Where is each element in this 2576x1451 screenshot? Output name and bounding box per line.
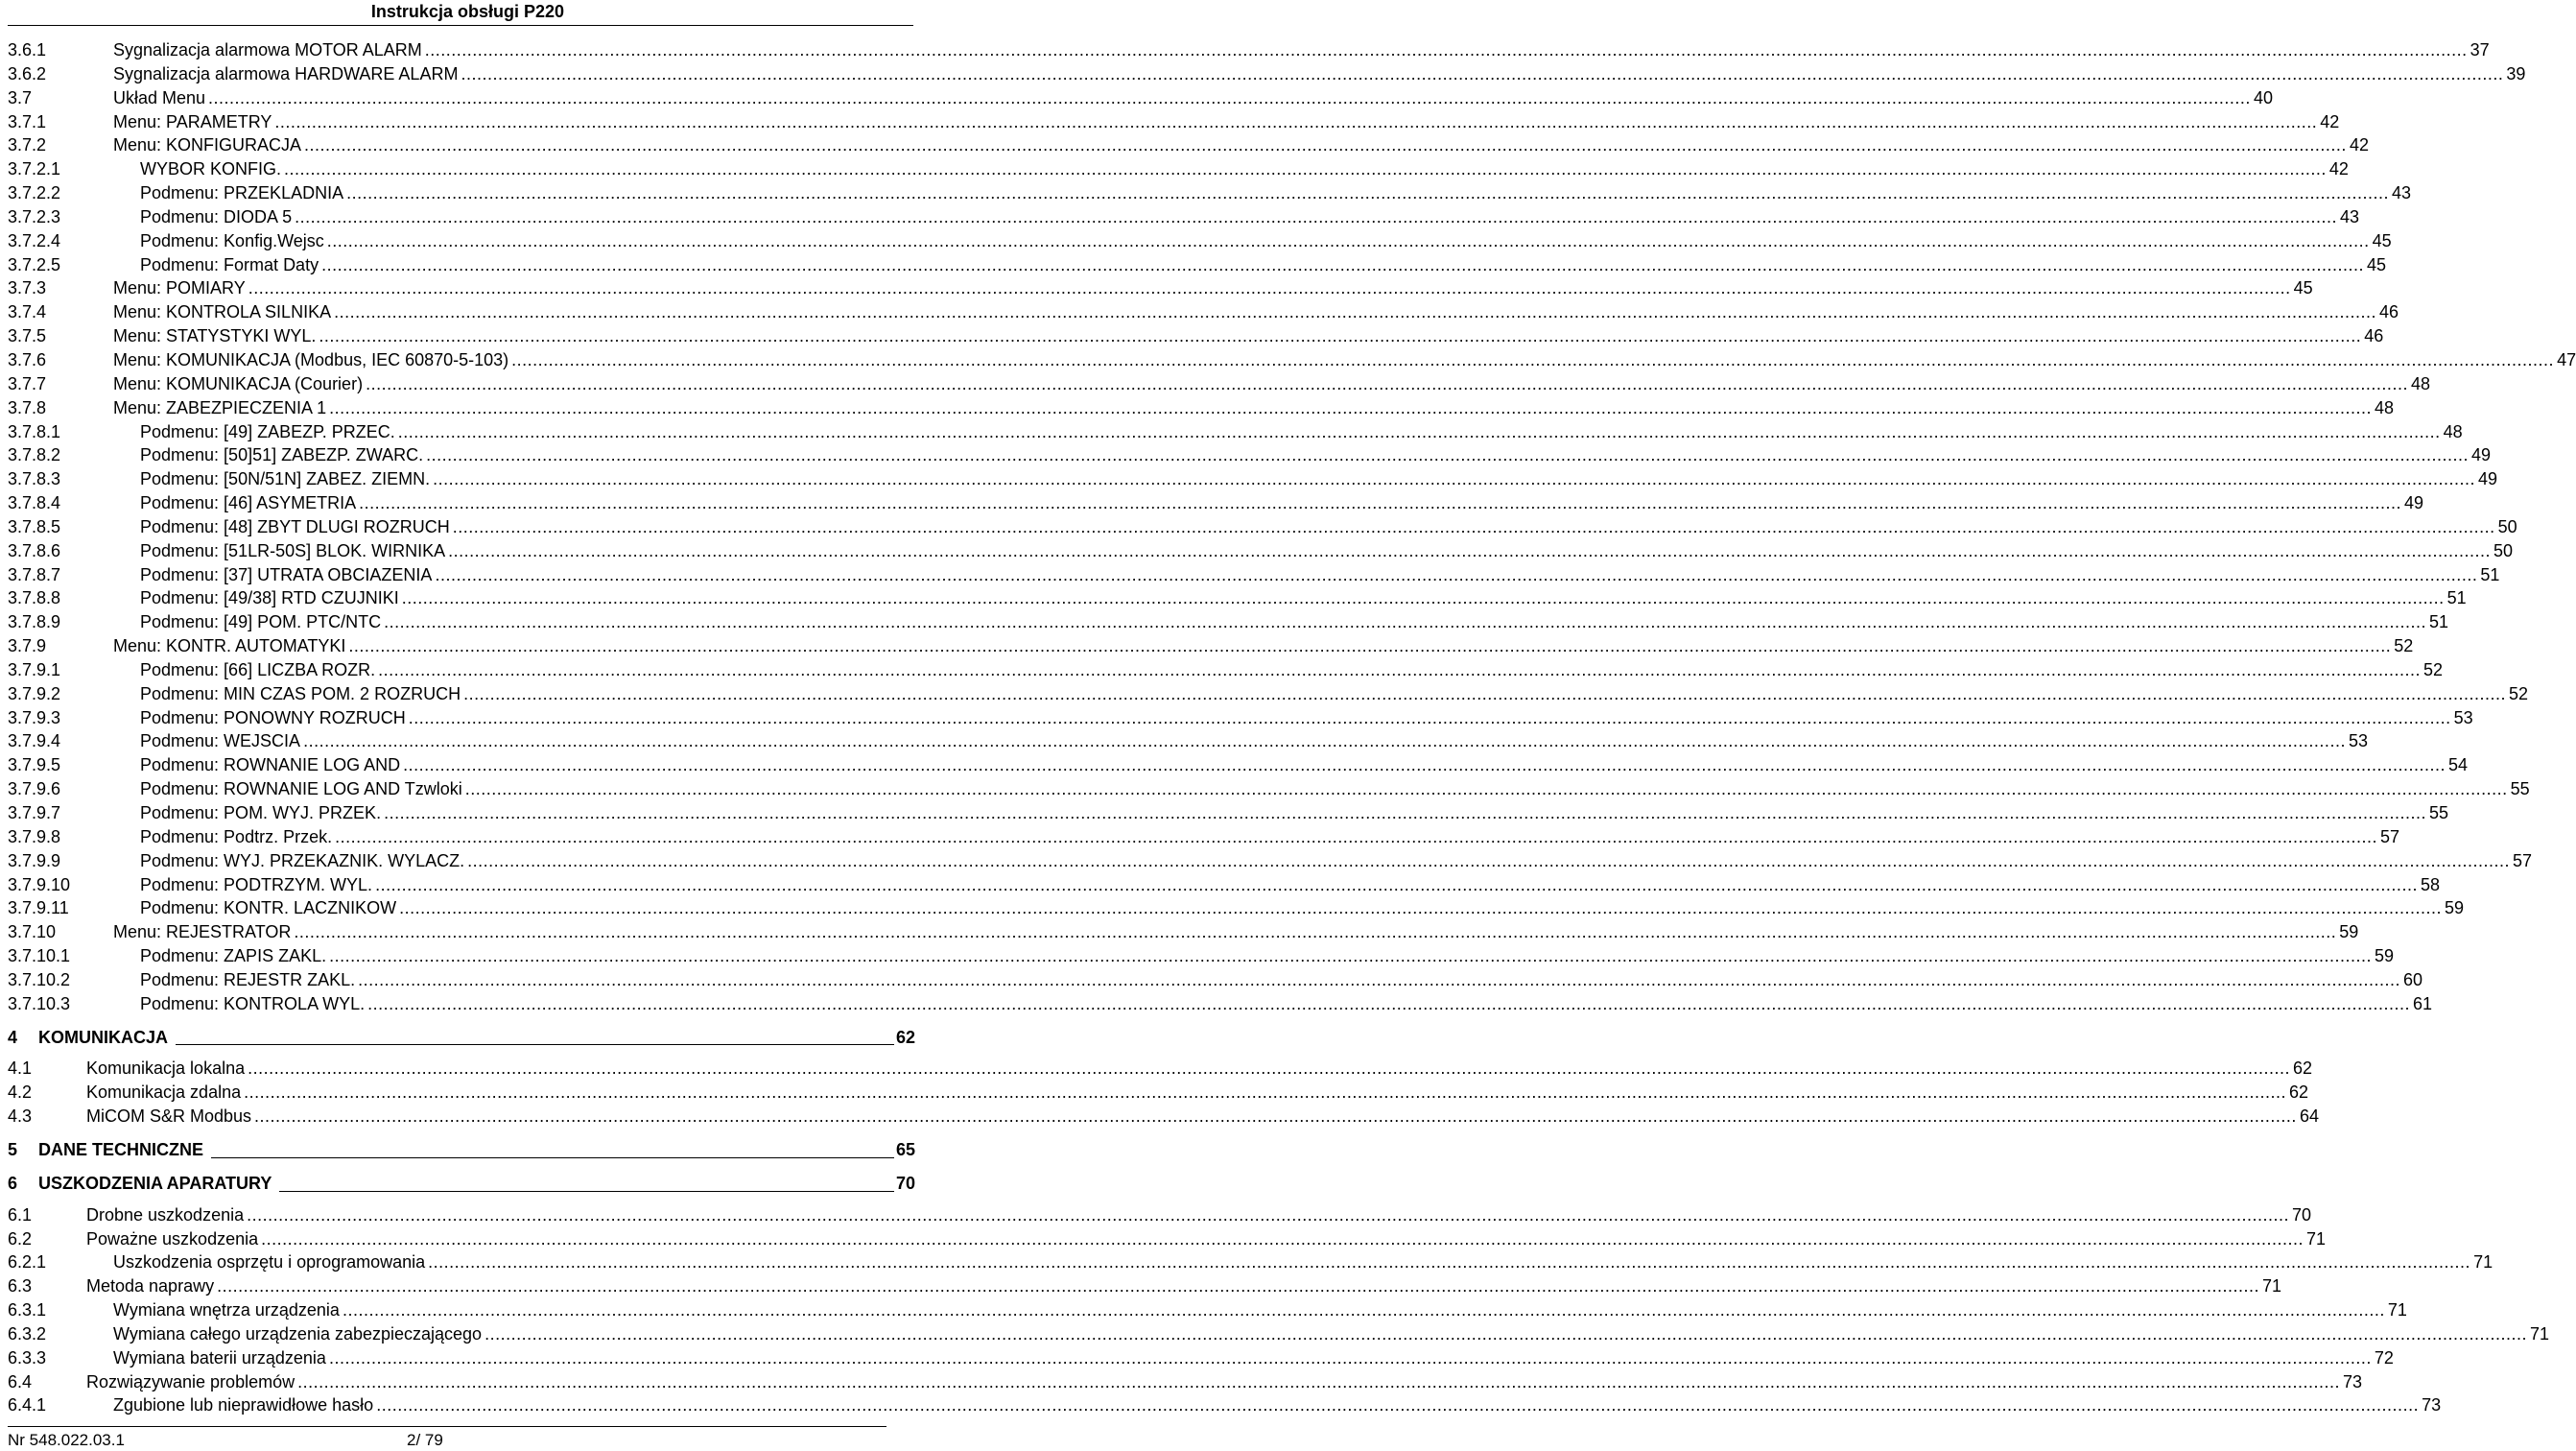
toc-entry-page: 48	[2443, 421, 2463, 441]
toc-entry-number: 3.7.10.3	[8, 993, 71, 1013]
toc-entry-title: Podmenu: Konfig.Wejsc	[140, 230, 324, 250]
toc-dot-leader	[247, 1203, 2289, 1227]
toc-chapter-heading[interactable]	[8, 1138, 915, 1162]
toc-dot-leader	[303, 729, 2346, 753]
toc-dot-leader	[261, 1227, 2304, 1251]
toc-entry-title: Drobne uszkodzenia	[86, 1204, 245, 1225]
toc-entry-page: 72	[2374, 1347, 2394, 1368]
toc-entry[interactable]	[8, 1203, 2312, 1227]
toc-entry[interactable]	[8, 229, 2392, 253]
toc-entry-title: Podmenu: KONTROLA WYL.	[140, 993, 366, 1013]
toc-entry-title: Podmenu: [50]51] ZABEZP. ZWARC.	[140, 445, 424, 465]
toc-entry[interactable]	[8, 992, 2433, 1016]
toc-entry[interactable]	[8, 181, 2412, 205]
toc-entry-page: 46	[2364, 326, 2384, 346]
toc-entry-number: 3.7.8.8	[8, 588, 61, 608]
toc-entry[interactable]	[8, 372, 2430, 396]
toc-entry-number: 4.3	[8, 1106, 33, 1127]
toc-entry-number: 3.7.2.5	[8, 254, 61, 274]
toc-entry-number: 3.7.8.3	[8, 469, 61, 489]
toc-dot-leader	[248, 276, 2291, 300]
toc-entry-title: Menu: KOMUNIKACJA (Courier)	[113, 373, 364, 393]
toc-entry-number: 3.7.9.6	[8, 779, 61, 799]
toc-entry[interactable]	[8, 348, 2576, 372]
toc-dot-leader	[484, 1322, 2527, 1346]
toc-entry-number: 3.7.2	[8, 135, 47, 155]
toc-entry-title: Menu: REJESTRATOR	[113, 922, 292, 942]
toc-entry[interactable]	[8, 682, 2528, 706]
toc-entry-number: 6.1	[8, 1204, 33, 1225]
toc-entry-number: 6.4.1	[8, 1395, 47, 1415]
toc-entry-page: 71	[2473, 1252, 2493, 1273]
toc-entry[interactable]	[8, 777, 2530, 801]
toc-entry-title: Menu: KONFIGURACJA	[113, 135, 302, 155]
toc-entry-number: 3.7.2.3	[8, 206, 61, 226]
toc-entry-page: 42	[2349, 135, 2369, 155]
toc-entry-title: Metoda naprawy	[86, 1276, 215, 1296]
toc-dot-leader	[367, 992, 2410, 1016]
toc-entry-page: 52	[2394, 636, 2414, 656]
toc-dot-leader	[366, 372, 2408, 396]
toc-entry-page: 47	[2557, 349, 2576, 369]
toc-entry[interactable]	[8, 1105, 2319, 1129]
toc-entry[interactable]	[8, 563, 2500, 587]
toc-entry-number: 6.3.1	[8, 1300, 47, 1320]
toc-dot-leader	[304, 133, 2347, 157]
toc-entry-page: 59	[2444, 898, 2464, 918]
toc-entry[interactable]	[8, 873, 2440, 897]
toc-entry-title: Menu: PARAMETRY	[113, 111, 272, 131]
toc-entry-title: Podmenu: [37] UTRATA OBCIAZENIA	[140, 564, 433, 584]
toc-entry-page: 52	[2508, 683, 2528, 703]
toc-entry-number: 3.7.10.1	[8, 946, 71, 966]
toc-entry-title: Podmenu: [49/38] RTD CZUJNIKI	[140, 588, 399, 608]
toc-entry[interactable]	[8, 634, 2414, 658]
toc-entry-number: 4.1	[8, 1059, 33, 1079]
toc-entry-number: 3.7.8.6	[8, 540, 61, 560]
toc-chapter-rule	[176, 1044, 894, 1045]
toc-entry[interactable]	[8, 1274, 2281, 1298]
toc-entry-title: Podmenu: KONTR. LACZNIKOW	[140, 898, 397, 918]
toc-entry-page: 71	[2387, 1300, 2407, 1320]
toc-dot-leader	[433, 467, 2475, 491]
toc-entry[interactable]	[8, 324, 2384, 348]
toc-entry-number: 3.7.8.9	[8, 612, 61, 632]
toc-dot-leader	[244, 1081, 2286, 1105]
toc-entry-number: 3.7.9.10	[8, 874, 71, 894]
toc-entry-title: Podmenu: ZAPIS ZAKL.	[140, 946, 327, 966]
toc-dot-leader	[348, 634, 2391, 658]
toc-entry-page: 37	[2470, 40, 2490, 59]
toc-entry[interactable]	[8, 729, 2368, 753]
toc-entry-page: 42	[2328, 159, 2349, 179]
toc-dot-leader	[217, 1274, 2259, 1298]
toc-entry-number: 3.7.2.1	[8, 159, 61, 179]
toc-dot-leader	[346, 181, 2389, 205]
toc-entry[interactable]	[8, 1393, 2442, 1417]
toc-entry[interactable]	[8, 610, 2448, 634]
toc-entry-title: Menu: KOMUNIKACJA (Modbus, IEC 60870-5-103)	[113, 349, 509, 369]
toc-entry-title: Menu: KONTROLA SILNIKA	[113, 302, 332, 322]
toc-entry-page: 49	[2404, 493, 2424, 513]
toc-entry-page: 51	[2428, 612, 2448, 632]
toc-chapter-title: DANE TECHNICZNE	[38, 1139, 204, 1159]
toc-entry[interactable]	[8, 1250, 2493, 1274]
toc-entry-number: 3.7.1	[8, 111, 47, 131]
toc-dot-leader	[297, 1370, 2340, 1394]
toc-entry-number: 4.2	[8, 1082, 33, 1103]
toc-entry-page: 46	[2378, 302, 2399, 322]
toc-dot-leader	[329, 1346, 2372, 1370]
toc-entry-title: Menu: POMIARY	[113, 278, 246, 298]
toc-entry[interactable]	[8, 1298, 2407, 1322]
toc-entry-number: 3.7.9.11	[8, 898, 69, 918]
toc-entry-page: 42	[2320, 111, 2340, 131]
toc-entry-page: 39	[2506, 63, 2526, 83]
toc-chapter-number: 5	[8, 1139, 18, 1159]
toc-entry-title: MiCOM S&R Modbus	[86, 1106, 252, 1127]
toc-chapter-page: 62	[895, 1027, 915, 1047]
toc-chapter-heading[interactable]	[8, 1026, 915, 1050]
toc-entry-title: Menu: STATYSTYKI WYL.	[113, 326, 317, 346]
toc-entry[interactable]	[8, 515, 2517, 539]
toc-entry-title: Podmenu: PODTRZYM. WYL.	[140, 874, 373, 894]
toc-entry-number: 3.6.1	[8, 40, 47, 59]
toc-entry-page: 71	[2261, 1276, 2281, 1296]
toc-chapter-number: 4	[8, 1027, 18, 1047]
toc-dot-leader	[398, 420, 2441, 444]
toc-entry-title: Poważne uszkodzenia	[86, 1228, 259, 1249]
toc-entry-title: WYBOR KONFIG.	[140, 159, 282, 179]
toc-chapter-number: 6	[8, 1173, 18, 1193]
toc-entry-title: Podmenu: [49] POM. PTC/NTC	[140, 612, 382, 632]
toc-dot-leader	[461, 62, 2503, 86]
toc-entry-title: Wymiana wnętrza urządzenia	[113, 1300, 340, 1320]
toc-entry[interactable]	[8, 586, 2467, 610]
toc-dot-leader	[321, 253, 2364, 277]
toc-entry[interactable]	[8, 467, 2498, 491]
toc-entry[interactable]	[8, 896, 2464, 920]
toc-entry-page: 71	[2306, 1228, 2327, 1249]
toc-entry-number: 3.7.10.2	[8, 969, 71, 989]
toc-entry-page: 43	[2339, 206, 2360, 226]
toc-entry[interactable]	[8, 753, 2469, 777]
toc-entry[interactable]	[8, 920, 2359, 944]
toc-entry[interactable]	[8, 300, 2399, 324]
toc-entry-page: 51	[2446, 588, 2467, 608]
toc-entry-page: 49	[2471, 445, 2492, 465]
toc-entry-title: Komunikacja zdalna	[86, 1082, 242, 1103]
toc-entry-title: Podmenu: Format Daty	[140, 254, 319, 274]
toc-entry[interactable]	[8, 539, 2514, 563]
toc-entry-number: 6.2.1	[8, 1252, 47, 1273]
toc-entry-title: Podmenu: Podtrz. Przek.	[140, 826, 333, 846]
toc-entry-page: 70	[2292, 1204, 2312, 1225]
toc-dot-leader	[375, 873, 2418, 897]
toc-entry-page: 59	[2339, 922, 2359, 942]
toc-dot-leader	[335, 825, 2377, 849]
toc-entry[interactable]	[8, 396, 2394, 420]
toc-entry-number: 3.7.6	[8, 349, 47, 369]
toc-entry-title: Wymiana baterii urządzenia	[113, 1347, 326, 1368]
toc-entry-page: 58	[2420, 874, 2440, 894]
toc-entry-number: 3.7.2.2	[8, 183, 61, 203]
toc-entry-page: 60	[2402, 969, 2423, 989]
toc-dot-leader	[208, 86, 2251, 110]
toc-entry-title: Podmenu: WEJSCIA	[140, 731, 301, 751]
toc-entry-title: Wymiana całego urządzenia zabezpieczającego	[113, 1323, 483, 1344]
toc-dot-leader	[359, 491, 2401, 515]
toc-entry[interactable]	[8, 420, 2463, 444]
toc-dot-leader	[467, 849, 2510, 873]
toc-dot-leader	[426, 443, 2469, 467]
toc-entry-page: 55	[2428, 803, 2448, 822]
toc-entry-number: 3.7.9.8	[8, 826, 61, 846]
toc-entry-number: 3.7.8	[8, 397, 47, 417]
toc-dot-leader	[254, 1105, 2297, 1129]
toc-entry-title: Układ Menu	[113, 87, 206, 107]
toc-dot-leader	[465, 777, 2508, 801]
toc-chapter-title: USZKODZENIA APARATURY	[38, 1173, 272, 1193]
footer-rule	[8, 1426, 886, 1427]
toc-dot-leader	[295, 205, 2337, 229]
toc-chapter-title: KOMUNIKACJA	[38, 1027, 168, 1047]
toc-entry[interactable]	[8, 1081, 2309, 1105]
toc-entry-number: 3.7.9.3	[8, 707, 61, 727]
toc-entry-page: 57	[2512, 850, 2533, 870]
toc-entry[interactable]	[8, 133, 2369, 157]
toc-dot-leader	[378, 658, 2421, 682]
toc-dot-leader	[329, 396, 2372, 420]
toc-dot-leader	[327, 229, 2370, 253]
toc-chapter-page: 65	[895, 1139, 915, 1159]
toc-entry-title: Komunikacja lokalna	[86, 1059, 246, 1079]
page-header-title: Instrukcja obsługi P220	[370, 2, 564, 21]
toc-entry-page: 62	[2289, 1082, 2309, 1103]
toc-entry-page: 61	[2412, 993, 2433, 1013]
toc-entry-number: 3.7.7	[8, 373, 47, 393]
toc-entry-number: 3.7.9.2	[8, 683, 61, 703]
toc-entry-page: 55	[2510, 779, 2530, 799]
toc-entry-number: 3.7.9.4	[8, 731, 61, 751]
toc-entry-number: 3.7.4	[8, 302, 47, 322]
toc-chapter-rule	[211, 1157, 894, 1158]
toc-entry-title: Podmenu: REJESTR ZAKL.	[140, 969, 356, 989]
toc-entry-title: Podmenu: [66] LICZBA ROZR.	[140, 659, 376, 679]
toc-entry-title: Podmenu: PONOWNY ROZRUCH	[140, 707, 406, 727]
toc-entry-number: 3.7.9.5	[8, 755, 61, 775]
toc-entry-title: Podmenu: DIODA 5	[140, 206, 293, 226]
toc-entry-number: 3.7.2.4	[8, 230, 61, 250]
toc-entry-number: 6.2	[8, 1228, 33, 1249]
toc-entry-number: 3.7.9.1	[8, 659, 61, 679]
toc-entry-number: 3.7.5	[8, 326, 47, 346]
toc-entry-number: 3.7.8.7	[8, 564, 61, 584]
toc-dot-leader	[511, 348, 2554, 372]
toc-entry-page: 49	[2478, 469, 2498, 489]
toc-dot-leader	[358, 968, 2400, 992]
toc-entry-number: 3.7	[8, 87, 33, 107]
toc-dot-leader	[409, 706, 2451, 730]
toc-entry[interactable]	[8, 253, 2386, 277]
toc-entry-title: Podmenu: WYJ. PRZEKAZNIK. WYLACZ.	[140, 850, 465, 870]
toc-entry-page: 50	[2497, 516, 2517, 536]
toc-entry-page: 64	[2299, 1106, 2319, 1127]
toc-entry[interactable]	[8, 1227, 2327, 1251]
toc-entry-page: 54	[2447, 755, 2469, 775]
toc-entry[interactable]	[8, 62, 2526, 86]
toc-entry-title: Zgubione lub nieprawidłowe hasło	[113, 1395, 374, 1415]
toc-dot-leader	[428, 1250, 2470, 1274]
toc-dot-leader	[399, 896, 2442, 920]
toc-dot-leader	[448, 539, 2491, 563]
toc-entry[interactable]	[8, 86, 2273, 110]
toc-dot-leader	[343, 1298, 2385, 1322]
toc-dot-leader	[435, 563, 2477, 587]
toc-entry-title: Podmenu: [48] ZBYT DLUGI ROZRUCH	[140, 516, 450, 536]
toc-entry-number: 3.7.8.4	[8, 493, 61, 513]
toc-dot-leader	[284, 157, 2327, 181]
toc-dot-leader	[274, 110, 2317, 134]
toc-chapter-heading[interactable]	[8, 1172, 915, 1196]
toc-dot-leader	[384, 801, 2426, 825]
header-rule	[8, 25, 913, 26]
toc-entry-number: 3.7.8.2	[8, 445, 61, 465]
toc-entry-number: 6.3.2	[8, 1323, 47, 1344]
toc-entry-number: 3.7.8.5	[8, 516, 61, 536]
toc-entry[interactable]	[8, 968, 2423, 992]
toc-entry[interactable]	[8, 110, 2340, 134]
toc-entry-number: 3.7.8.1	[8, 421, 61, 441]
toc-dot-leader	[248, 1057, 2290, 1081]
toc-entry-title: Podmenu: ROWNANIE LOG AND Tzwloki	[140, 779, 462, 799]
toc-entry[interactable]	[8, 1346, 2394, 1370]
toc-entry-page: 73	[2422, 1395, 2442, 1415]
toc-entry[interactable]	[8, 1057, 2313, 1081]
toc-entry-title: Podmenu: ROWNANIE LOG AND	[140, 755, 401, 775]
toc-entry-page: 48	[2410, 373, 2430, 393]
toc-entry-title: Podmenu: PRZEKLADNIA	[140, 183, 344, 203]
toc-chapter-rule	[279, 1191, 894, 1192]
toc-entry-page: 45	[2366, 254, 2386, 274]
toc-entry-number: 3.7.3	[8, 278, 47, 298]
toc-entry-title: Podmenu: [51LR-50S] BLOK. WIRNIKA	[140, 540, 446, 560]
toc-entry[interactable]	[8, 944, 2395, 968]
toc-entry-title: Podmenu: [46] ASYMETRIA	[140, 493, 357, 513]
toc-entry-number: 6.4	[8, 1371, 33, 1392]
toc-dot-leader	[384, 610, 2426, 634]
toc-entry[interactable]	[8, 157, 2349, 181]
toc-entry[interactable]	[8, 706, 2473, 730]
toc-dot-leader	[294, 920, 2336, 944]
toc-entry-title: Menu: KONTR. AUTOMATYKI	[113, 636, 346, 656]
toc-entry-number: 6.3	[8, 1276, 33, 1296]
toc-entry[interactable]	[8, 276, 2313, 300]
toc-dot-leader	[376, 1393, 2419, 1417]
toc-entry[interactable]	[8, 491, 2424, 515]
toc-entry-page: 73	[2342, 1371, 2363, 1392]
table-of-contents	[8, 38, 2576, 1417]
toc-dot-leader	[402, 586, 2445, 610]
toc-entry-number: 3.6.2	[8, 63, 47, 83]
toc-entry-page: 57	[2379, 826, 2400, 846]
toc-entry-title: Sygnalizacja alarmowa MOTOR ALARM	[113, 40, 422, 59]
toc-entry-number: 6.3.3	[8, 1347, 47, 1368]
toc-dot-leader	[319, 324, 2361, 348]
toc-entry-title: Uszkodzenia osprzętu i oprogramowania	[113, 1252, 426, 1273]
toc-entry-number: 3.7.9	[8, 636, 47, 656]
toc-entry[interactable]	[8, 38, 2490, 62]
toc-entry-title: Podmenu: MIN CZAS POM. 2 ROZRUCH	[140, 683, 461, 703]
toc-dot-leader	[453, 515, 2495, 539]
toc-dot-leader	[334, 300, 2376, 324]
toc-entry-page: 62	[2292, 1059, 2313, 1079]
toc-entry-page: 45	[2372, 230, 2392, 250]
toc-dot-leader	[403, 753, 2446, 777]
toc-entry-title: Podmenu: POM. WYJ. PRZEK.	[140, 803, 382, 822]
toc-entry-page: 53	[2348, 731, 2368, 751]
toc-entry[interactable]	[8, 1370, 2363, 1394]
footer-doc-number: Nr 548.022.03.1	[8, 1431, 125, 1449]
toc-entry-title: Menu: ZABEZPIECZENIA 1	[113, 397, 327, 417]
toc-entry-page: 53	[2453, 707, 2473, 727]
toc-entry-number: 3.7.9.9	[8, 850, 61, 870]
toc-entry[interactable]	[8, 1322, 2549, 1346]
toc-dot-leader	[329, 944, 2372, 968]
toc-entry-page: 51	[2480, 564, 2500, 584]
toc-entry-page: 50	[2493, 540, 2514, 560]
toc-entry[interactable]	[8, 825, 2400, 849]
toc-entry-number: 3.7.10	[8, 922, 57, 942]
toc-chapter-page: 70	[895, 1173, 915, 1193]
toc-entry-number: 3.7.9.7	[8, 803, 61, 822]
toc-entry[interactable]	[8, 849, 2533, 873]
toc-entry[interactable]	[8, 658, 2444, 682]
toc-entry[interactable]	[8, 205, 2360, 229]
toc-entry-title: Rozwiązywanie problemów	[86, 1371, 295, 1392]
toc-entry-page: 48	[2374, 397, 2394, 417]
toc-entry-page: 40	[2253, 87, 2273, 107]
toc-dot-leader	[463, 682, 2506, 706]
toc-entry[interactable]	[8, 801, 2448, 825]
toc-entry[interactable]	[8, 443, 2492, 467]
toc-entry-page: 52	[2423, 659, 2444, 679]
toc-entry-title: Sygnalizacja alarmowa HARDWARE ALARM	[113, 63, 459, 83]
toc-entry-title: Podmenu: [49] ZABEZP. PRZEC.	[140, 421, 395, 441]
toc-entry-page: 43	[2391, 183, 2412, 203]
footer-page-number: 2/ 79	[407, 1431, 443, 1449]
toc-entry-page: 45	[2293, 278, 2313, 298]
toc-entry-page: 59	[2374, 946, 2395, 966]
toc-dot-leader	[425, 38, 2468, 62]
toc-entry-title: Podmenu: [50N/51N] ZABEZ. ZIEMN.	[140, 469, 431, 489]
toc-entry-page: 71	[2529, 1323, 2549, 1344]
